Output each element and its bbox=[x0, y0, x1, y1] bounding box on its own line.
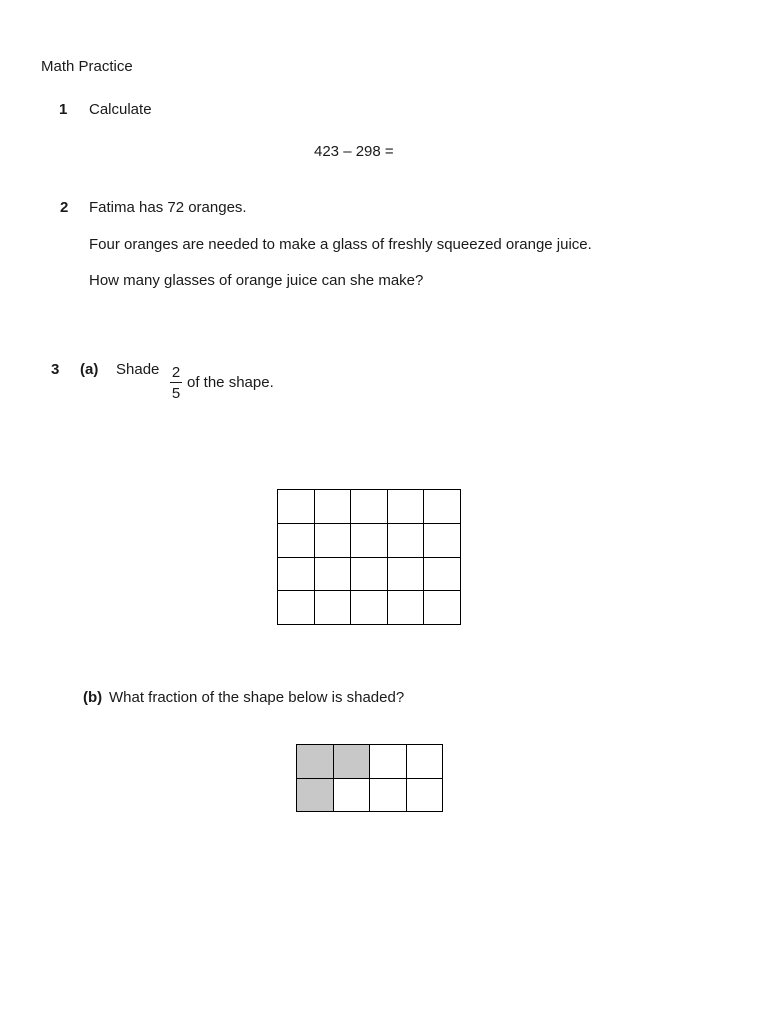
grid-row bbox=[278, 490, 461, 524]
grid-cell bbox=[406, 745, 443, 779]
fraction-numerator: 2 bbox=[171, 364, 181, 381]
grid-cell bbox=[387, 490, 424, 524]
grid-cell-shaded bbox=[333, 745, 370, 779]
grid-cell bbox=[278, 490, 315, 524]
grid-row bbox=[297, 778, 443, 812]
question-2-number: 2 bbox=[60, 199, 69, 216]
question-3a-text-before: Shade bbox=[116, 361, 160, 378]
question-3-number: 3 bbox=[51, 361, 60, 378]
grid-cell bbox=[314, 490, 351, 524]
grid-cell bbox=[278, 523, 315, 557]
grid-row bbox=[278, 523, 461, 557]
fraction-denominator: 5 bbox=[171, 385, 181, 402]
grid-cell bbox=[314, 523, 351, 557]
grid-cell-shaded bbox=[297, 745, 334, 779]
grid-cell bbox=[370, 778, 407, 812]
grid-cell bbox=[387, 591, 424, 625]
question-3b-text: What fraction of the shape below is shaded? bbox=[109, 689, 405, 706]
grid-cell bbox=[387, 557, 424, 591]
grid-cell bbox=[351, 557, 388, 591]
question-3b-label: (b) bbox=[83, 689, 103, 706]
shape-grid-b bbox=[296, 744, 443, 812]
grid-cell bbox=[424, 490, 461, 524]
grid-row bbox=[297, 745, 443, 779]
question-3a-text-after: of the shape. bbox=[187, 374, 274, 391]
fraction-two-fifths bbox=[170, 364, 182, 402]
question-1-expression: 423 – 298 = bbox=[314, 143, 394, 160]
grid-cell bbox=[370, 745, 407, 779]
question-2-line-2: Four oranges are needed to make a glass of freshly squeezed orange juice. bbox=[89, 236, 592, 253]
grid-cell bbox=[314, 591, 351, 625]
grid-cell bbox=[314, 557, 351, 591]
grid-cell bbox=[333, 778, 370, 812]
question-2-line-1: Fatima has 72 oranges. bbox=[89, 199, 247, 216]
grid-cell bbox=[387, 523, 424, 557]
grid-cell bbox=[351, 490, 388, 524]
grid-row bbox=[278, 591, 461, 625]
grid-cell bbox=[351, 591, 388, 625]
grid-cell bbox=[424, 557, 461, 591]
page-title: Math Practice bbox=[41, 58, 133, 75]
grid-cell bbox=[278, 557, 315, 591]
grid-cell bbox=[351, 523, 388, 557]
grid-cell-shaded bbox=[297, 778, 334, 812]
grid-cell bbox=[424, 591, 461, 625]
grid-cell bbox=[424, 523, 461, 557]
shape-grid-a bbox=[277, 489, 461, 625]
question-3a-label: (a) bbox=[80, 361, 99, 378]
grid-cell bbox=[406, 778, 443, 812]
question-1-instruction: Calculate bbox=[89, 101, 152, 118]
question-1-number: 1 bbox=[59, 101, 68, 118]
grid-row bbox=[278, 557, 461, 591]
grid-cell bbox=[278, 591, 315, 625]
question-2-line-3: How many glasses of orange juice can she make? bbox=[89, 272, 424, 289]
